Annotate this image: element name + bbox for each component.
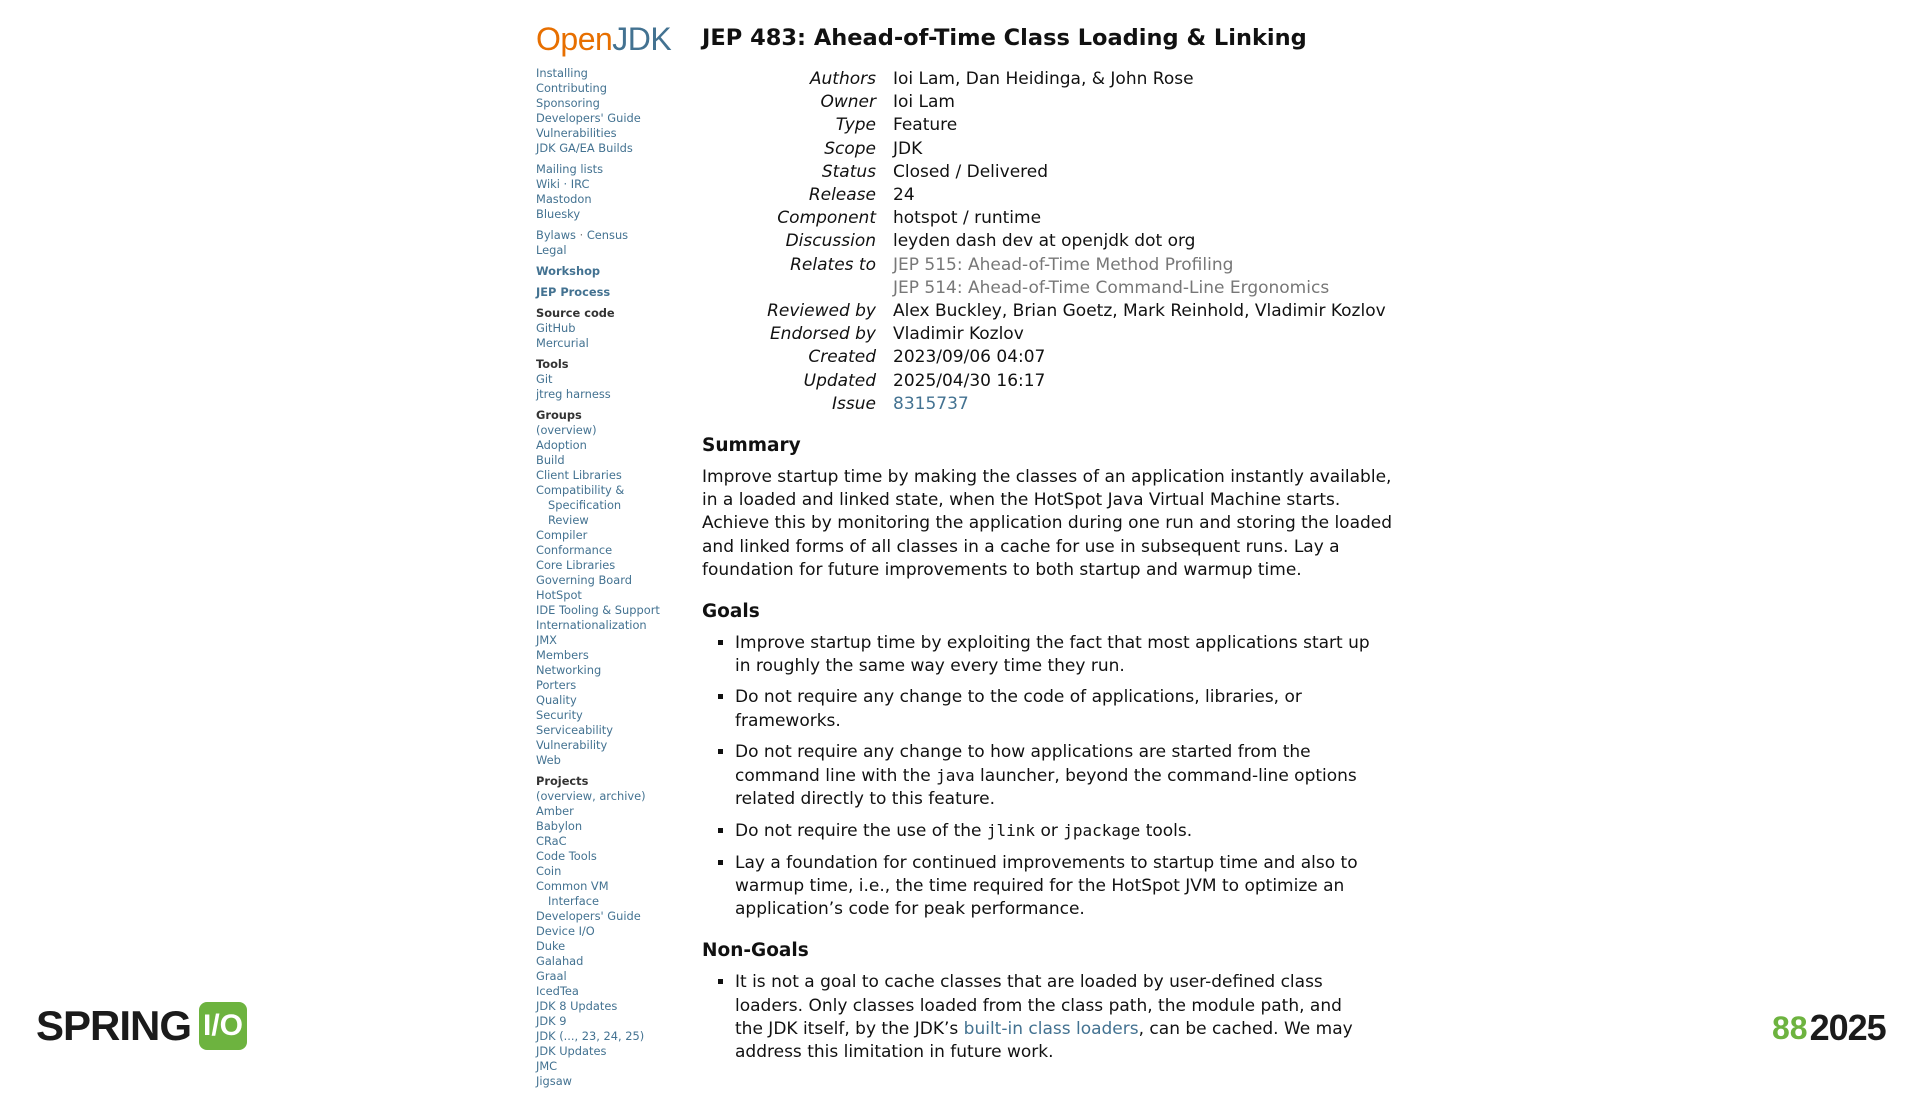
meta-value: JDK (893, 138, 923, 159)
jep-metadata-table (702, 68, 1386, 416)
related-jep-link[interactable]: JEP 515: Ahead-of-Time Method Profiling (893, 254, 1234, 275)
section-heading-goals: Goals (702, 601, 760, 623)
logo-jdk: JDK (612, 21, 672, 57)
sidebar-item-bylaws[interactable]: Bylaws (536, 228, 576, 242)
meta-value: leyden dash dev at openjdk dot org (893, 231, 1196, 252)
sidebar-group-tools (536, 357, 676, 402)
meta-key: Issue (832, 393, 876, 414)
sidebar-item-group[interactable]: Review (548, 513, 589, 527)
sidebar-heading-projects: Projects (536, 774, 589, 788)
sidebar-item-project[interactable]: Developers' Guide (536, 909, 641, 923)
meta-value: 24 (893, 185, 915, 206)
sidebar-item-group[interactable]: Adoption (536, 438, 587, 452)
sidebar-item-project[interactable]: Interface (548, 894, 599, 908)
list-text: , can be cached. We may address this limitation in future work. (735, 1018, 1353, 1062)
sidebar-item-mastodon[interactable]: Mastodon (536, 192, 592, 206)
sidebar-item-group[interactable]: Members (536, 648, 589, 662)
sidebar-item-group[interactable]: Vulnerability (536, 738, 608, 752)
meta-value: Vladimir Kozlov (893, 324, 1024, 345)
meta-row-scope (702, 138, 1386, 161)
goals-list (702, 632, 1375, 921)
sidebar-group-projects (536, 774, 676, 1089)
sidebar-item-group[interactable]: Internationalization (536, 618, 647, 632)
sidebar-group-workshop (536, 264, 676, 279)
meta-key: Component (777, 208, 876, 229)
sidebar-item-group[interactable]: JMX (536, 633, 557, 647)
meta-key: Scope (824, 138, 876, 159)
sidebar-item-group[interactable]: Compiler (536, 528, 588, 542)
non-goals-list (702, 971, 1375, 1064)
sidebar-item-project[interactable]: Jigsaw (536, 1074, 572, 1088)
sidebar-item-project[interactable]: Device I/O (536, 924, 595, 938)
list-text: or (1035, 821, 1064, 842)
meta-value: Feature (893, 115, 958, 136)
sidebar-item-git[interactable]: Git (536, 372, 553, 386)
sidebar-item-contributing[interactable]: Contributing (536, 81, 607, 95)
meta-key: Updated (803, 370, 876, 391)
meta-key: Owner (820, 92, 876, 113)
related-jep-link[interactable]: JEP 514: Ahead-of-Time Command-Line Ergonomics (893, 277, 1330, 298)
meta-value: Ioi Lam (893, 92, 955, 113)
event-year: 2025 (1809, 1007, 1886, 1048)
sidebar-heading-tools: Tools (536, 357, 569, 371)
meta-value (893, 393, 1386, 416)
sidebar-item-project[interactable]: Galahad (536, 954, 584, 968)
sidebar-item-project[interactable]: Graal (536, 969, 567, 983)
sidebar-item-group[interactable]: Serviceability (536, 723, 614, 737)
separator-dot: · (575, 228, 587, 242)
inline-code: jpackage (1063, 821, 1141, 841)
section-heading-non-goals: Non-Goals (702, 940, 809, 962)
sidebar-item-project[interactable]: IcedTea (536, 984, 579, 998)
meta-row-owner (702, 91, 1386, 114)
sidebar-bylaws-census-row (536, 228, 676, 243)
sidebar-item-project[interactable]: Amber (536, 804, 574, 818)
meta-value: 2023/09/06 04:07 (893, 347, 1046, 368)
sidebar-item-project[interactable]: JMC (536, 1059, 558, 1073)
meta-value: 2025/04/30 16:17 (893, 370, 1046, 391)
meta-key: Reviewed by (767, 301, 876, 322)
meta-row-issue (702, 393, 1386, 416)
sidebar-item-group[interactable]: Conformance (536, 543, 613, 557)
sidebar-item-project[interactable]: Common VM (536, 879, 609, 893)
sidebar-item-project[interactable]: JDK (..., 23, 24, 25) (536, 1029, 645, 1043)
meta-row-reviewed (702, 300, 1386, 323)
inline-code: jlink (986, 821, 1036, 841)
summary-paragraph: Improve startup time by making the classes of an application instantly available, in a loaded and linked state, when the HotSpot Java Virtual Machine starts. Achieve this by monitoring the application during one run and storing the loaded and linked forms of all classes in a cache for use in subsequent runs. Lay a foundation for future improvements to both startup and warmup time. (702, 467, 1393, 580)
meta-value: hotspot / runtime (893, 208, 1042, 229)
sidebar-nav (536, 18, 676, 1095)
sidebar-group-general (536, 66, 676, 156)
meta-row-type (702, 114, 1386, 137)
sidebar-item-group[interactable]: Porters (536, 678, 577, 692)
sidebar-item-project[interactable]: Duke (536, 939, 566, 953)
event-mark-icon: 88 (1772, 1009, 1808, 1046)
sidebar-item-wiki-irc[interactable]: Wiki · IRC (536, 177, 590, 191)
sidebar-item-project[interactable]: Code Tools (536, 849, 597, 863)
meta-row-updated (702, 370, 1386, 393)
sidebar-group-governance (536, 228, 676, 258)
sidebar-item-group[interactable]: HotSpot (536, 588, 582, 602)
meta-row-authors (702, 68, 1386, 91)
sidebar-heading-groups: Groups (536, 408, 582, 422)
sidebar-item-project[interactable]: JDK 8 Updates (536, 999, 618, 1013)
meta-row-status (702, 161, 1386, 184)
sidebar-item-group[interactable]: Client Libraries (536, 468, 622, 482)
meta-row-component (702, 207, 1386, 230)
meta-row-relates (702, 254, 1386, 300)
sidebar-item-group[interactable]: (overview) (536, 423, 597, 437)
meta-key: Type (835, 115, 876, 136)
sidebar-item-vulnerabilities[interactable]: Vulnerabilities (536, 126, 617, 140)
spring-io-logo (36, 1000, 247, 1052)
logo-open: Open (536, 21, 613, 57)
sidebar-item-jtreg[interactable]: jtreg harness (536, 387, 611, 401)
sidebar-item-group[interactable]: Compatibility & (536, 483, 625, 497)
list-item: ▪ Improve startup time by exploiting the fact that most applications start up in roughly the same way every time they run. (735, 632, 1375, 678)
sidebar-item-group[interactable]: Networking (536, 663, 602, 677)
sidebar-heading-source: Source code (536, 306, 615, 320)
list-item: ▪ Do not require any change to the code of applications, libraries, or frameworks. (735, 686, 1375, 732)
sidebar-item-group[interactable]: Security (536, 708, 583, 722)
event-year-logo (1772, 1008, 1886, 1048)
sidebar-item-project[interactable]: CRaC (536, 834, 567, 848)
spring-wordmark: SPRING (36, 1002, 192, 1049)
sidebar-item-group[interactable]: Specification (548, 498, 622, 512)
sidebar-item-mercurial[interactable]: Mercurial (536, 336, 589, 350)
meta-key: Relates to (790, 254, 876, 275)
sidebar-item-github[interactable]: GitHub (536, 321, 576, 335)
sidebar-item-group[interactable]: Quality (536, 693, 577, 707)
sidebar-item-workshop[interactable]: Workshop (536, 264, 601, 278)
meta-row-endorsed (702, 323, 1386, 346)
meta-value: Closed / Delivered (893, 161, 1049, 182)
sidebar-item-group[interactable]: Build (536, 453, 565, 467)
list-text: tools. (1140, 821, 1193, 842)
sidebar-item-group[interactable]: Core Libraries (536, 558, 616, 572)
openjdk-logo[interactable] (536, 18, 676, 60)
sidebar-item-group[interactable]: IDE Tooling & Support (536, 603, 660, 617)
sidebar-item-group[interactable]: Web (536, 753, 561, 767)
meta-value (893, 254, 1386, 300)
sidebar-item-builds[interactable]: JDK GA/EA Builds (536, 141, 633, 155)
jep-content (702, 22, 1402, 1072)
class-loaders-link[interactable]: built-in class loaders (963, 1018, 1139, 1039)
list-item (735, 971, 1375, 1064)
meta-key: Discussion (785, 231, 876, 252)
sidebar-item-legal[interactable]: Legal (536, 243, 567, 257)
list-text: launcher, beyond the command-line options related directly to this feature. (735, 766, 1357, 810)
sidebar-item-project[interactable]: (overview, archive) (536, 789, 646, 803)
meta-key: Created (808, 347, 876, 368)
sidebar-item-project[interactable]: JDK Updates (536, 1044, 607, 1058)
meta-key: Status (821, 161, 876, 182)
sidebar-item-group[interactable]: Governing Board (536, 573, 632, 587)
list-text: It is not a goal to cache classes that are loaded by user-defined class loaders. Only classes loaded from the class path, the module path, and the JDK itself, by the JDK’s (735, 972, 1342, 1039)
meta-key: Authors (809, 69, 876, 89)
sidebar-item-project[interactable]: Coin (536, 864, 562, 878)
meta-row-release (702, 184, 1386, 207)
sidebar-group-groups (536, 408, 676, 768)
inline-code: java (936, 766, 975, 786)
list-text: Do not require any change to how applications are started from the command line with the (735, 741, 1311, 787)
sidebar-item-census[interactable]: Census (586, 228, 629, 242)
list-item (735, 819, 1375, 843)
meta-value: Alex Buckley, Brian Goetz, Mark Reinhold, Vladimir Kozlov (893, 301, 1386, 322)
meta-row-created (702, 346, 1386, 369)
page-title: JEP 483: Ahead-of-Time Class Loading & Linking (702, 25, 1307, 51)
sidebar-group-community (536, 162, 676, 222)
sidebar-item-sponsoring[interactable]: Sponsoring (536, 96, 600, 110)
sidebar-group-source (536, 306, 676, 351)
sidebar-item-project[interactable]: JDK 9 (536, 1014, 567, 1028)
list-text: Do not require the use of the (735, 821, 987, 842)
sidebar-item-jep-process[interactable]: JEP Process (536, 285, 611, 299)
badge-text: I/O (203, 1009, 244, 1042)
list-item (735, 741, 1375, 812)
sidebar-item-installing[interactable]: Installing (536, 66, 588, 80)
sidebar-item-mailing-lists[interactable]: Mailing lists (536, 162, 604, 176)
sidebar-item-bluesky[interactable]: Bluesky (536, 207, 581, 221)
sidebar-item-project[interactable]: Babylon (536, 819, 583, 833)
sidebar-item-developers-guide[interactable]: Developers' Guide (536, 111, 641, 125)
sidebar-group-jep (536, 285, 676, 300)
issue-link[interactable]: 8315737 (893, 393, 969, 414)
list-item: ▪ Lay a foundation for continued improvements to startup time and also to warmup time, i.e., the time required for the HotSpot JVM to optimize an application’s code for peak performance. (735, 852, 1375, 922)
meta-key: Release (808, 185, 876, 206)
meta-key: Endorsed by (769, 324, 876, 345)
meta-value: Ioi Lam, Dan Heidinga, & John Rose (893, 69, 1194, 89)
section-heading-summary: Summary (702, 435, 801, 457)
spring-io-badge-icon (199, 1002, 247, 1050)
meta-row-discussion (702, 230, 1386, 253)
